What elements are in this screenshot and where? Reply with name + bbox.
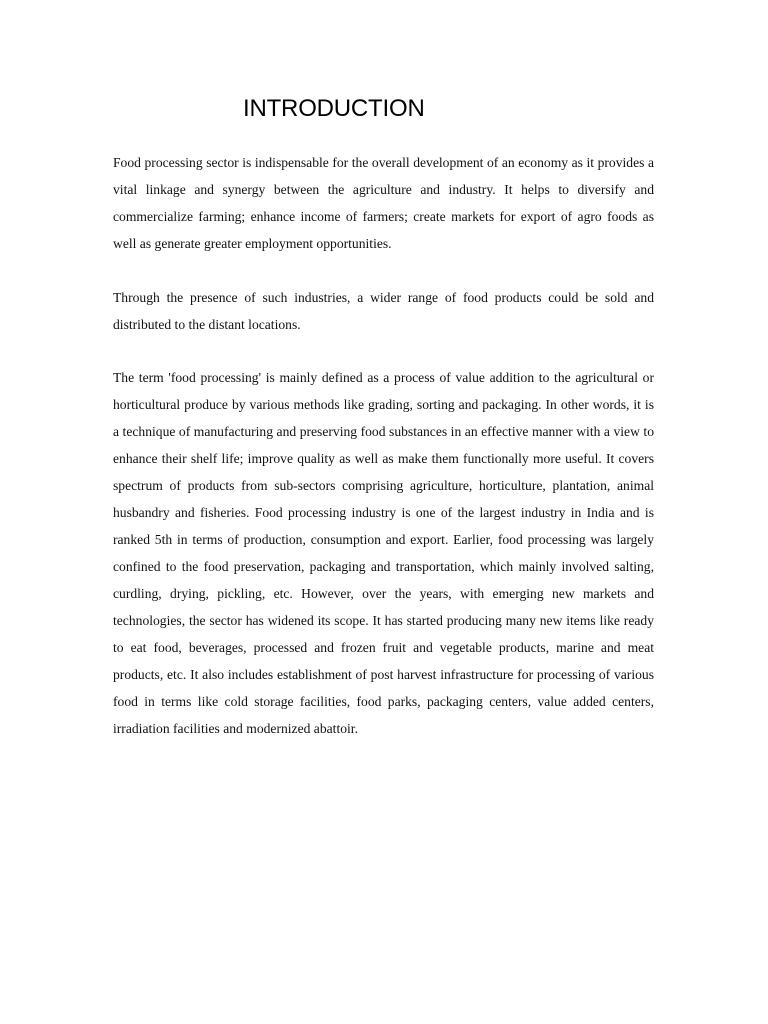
paragraph-industries-presence: Through the presence of such industries, a wider range of food products could be sold and distributed to the distant locations.	[113, 290, 654, 332]
paragraph-food-processing-definition: The term 'food processing' is mainly defined as a process of value addition to the agricultural or horticultural produce by various methods like grading, sorting and packaging. In other words, it is a technique of manufacturing and preserving food substances in an effective manner with a view to enhance their shelf life; improve quality as well as make them functionally more useful. It covers spectrum of products from sub-sectors comprising agriculture, horticulture, plantation, animal husbandry and fisheries. Food processing industry is one of the largest industry in India and is ranked 5th in terms of production, consumption and export. Earlier, food processing was largely confined to the food preservation, packaging and transportation, which mainly involved salting, curdling, drying, pickling, etc. However, over the years, with emerging new markets and technologies, the sector has widened its scope. It has started producing many new items like ready to eat food, beverages, processed and frozen fruit and vegetable products, marine and meat products, etc. It also includes establishment of post harvest infrastructure for processing of various food in terms like cold storage facilities, food parks, packaging centers, value added centers, irradiation facilities and modernized abattoir.	[113, 370, 654, 736]
page-title: INTRODUCTION	[243, 95, 425, 122]
paragraph-food-sector: Food processing sector is indispensable for the overall development of an economy as it provides a vital linkage and synergy between the agriculture and industry. It helps to diversify and commercialize farming; enhance income of farmers; create markets for export of agro foods as well as generate greater employment opportunities.	[113, 155, 654, 251]
